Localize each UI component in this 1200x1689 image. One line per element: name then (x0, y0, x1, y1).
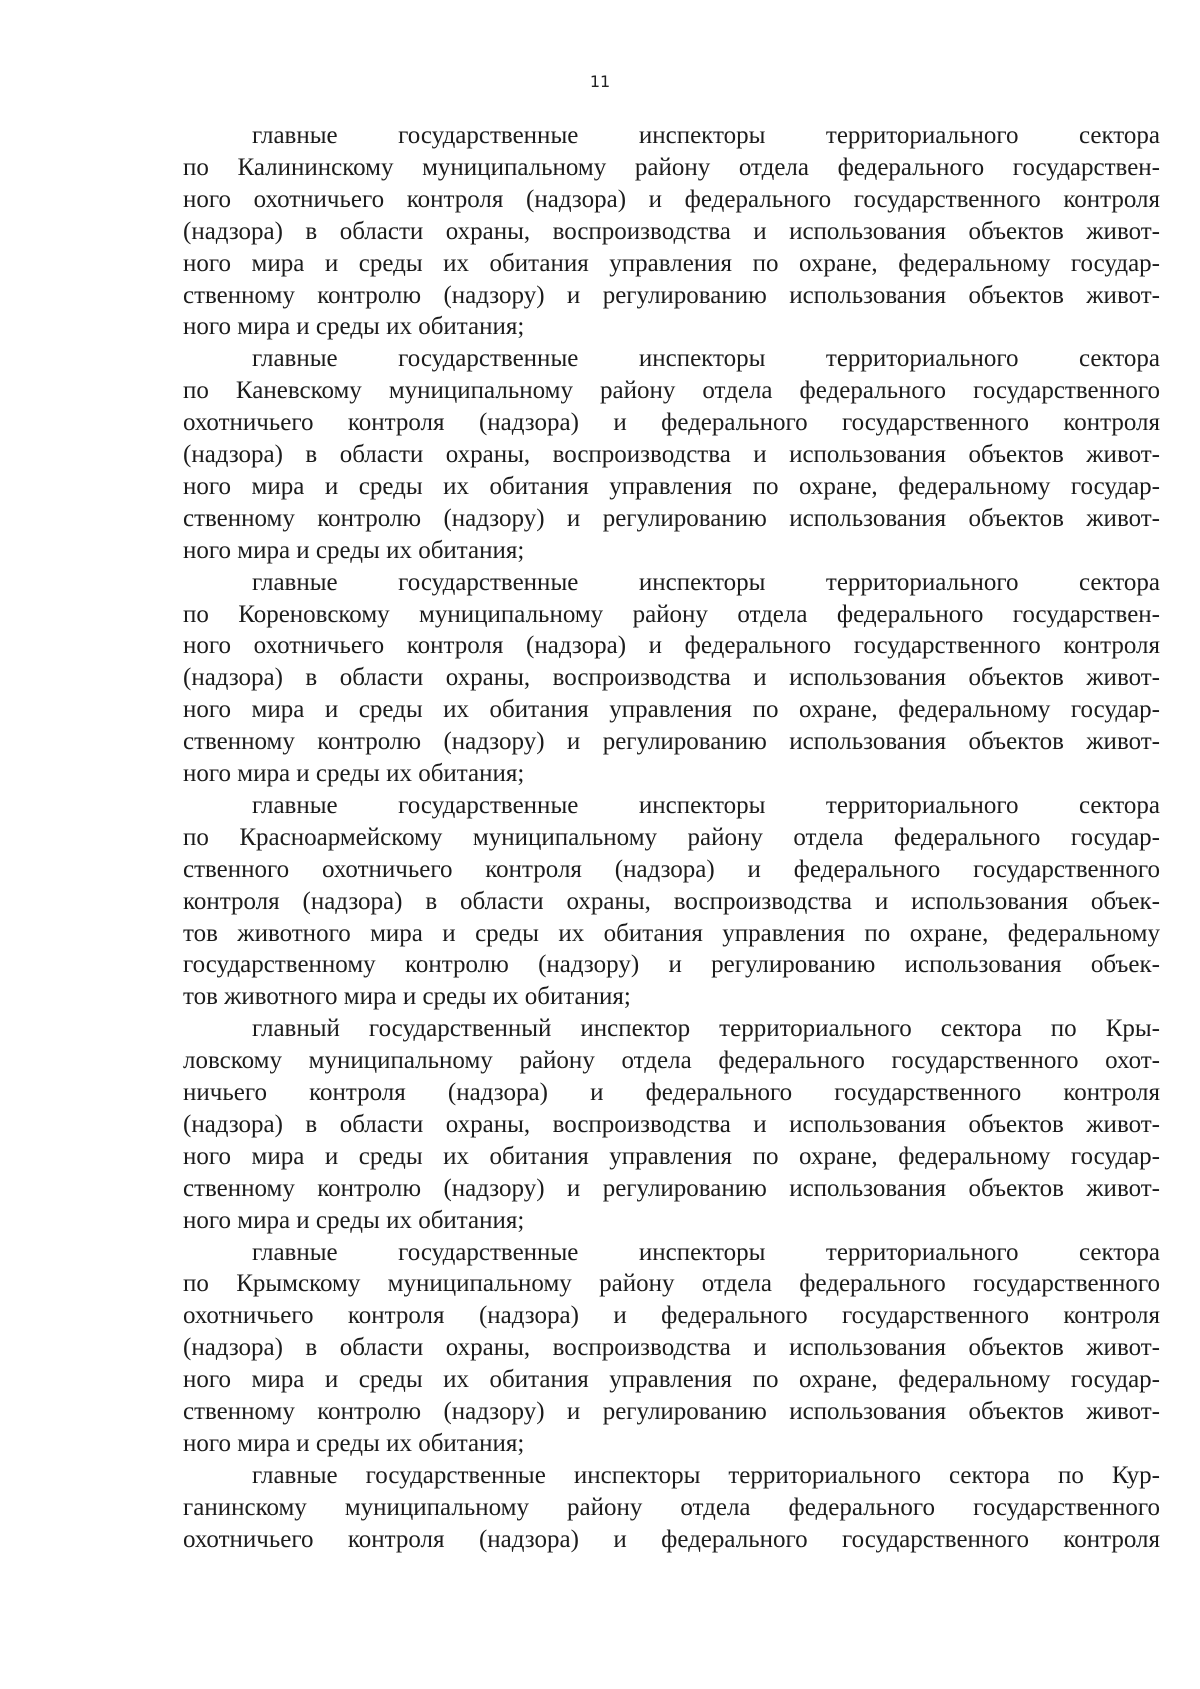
text-line: ного мира и среды их обитания управления по охране, федеральному государ- (183, 696, 1160, 724)
text-line: ного мира и среды их обитания; (183, 760, 525, 787)
text-line: ного мира и среды их обитания; (183, 313, 525, 341)
text-line: ного мира и среды их обитания; (183, 1429, 525, 1457)
text-line: ного мира и среды их обитания управления по охране, федеральному государ- (183, 249, 1160, 277)
text-line: (надзора) в области охраны, воспроизводства и использования объектов живот- (183, 441, 1160, 468)
text-line: ного мира и среды их обитания; (183, 536, 525, 564)
page-number: 11 (589, 72, 611, 91)
text-line: охотничьего контроля (надзора) и федерального государственного контроля (183, 409, 1160, 437)
text-line: (надзора) в области охраны, воспроизводства и использования объектов живот- (183, 217, 1160, 245)
text-line: главные государственные инспекторы территориального сектора (252, 345, 1160, 373)
text-line: главный государственный инспектор территориального сектора по Кры- (252, 1015, 1160, 1043)
text-line: (надзора) в области охраны, воспроизводства и использования объектов живот- (183, 1110, 1160, 1138)
text-line: тов животного мира и среды их обитания управления по охране, федеральному (183, 919, 1160, 947)
text-line: по Калининскому муниципальному району отдела федерального государствен- (183, 153, 1160, 181)
text-line: главные государственные инспекторы территориального сектора по Кур- (252, 1461, 1160, 1489)
text-line: по Красноармейскому муниципальному району отдела федерального государ- (183, 823, 1160, 851)
text-line: ганинскому муниципальному району отдела федерального государственного (183, 1493, 1160, 1521)
text-line: ного мира и среды их обитания управления по охране, федеральному государ- (183, 472, 1160, 500)
text-line: по Каневскому муниципальному району отдела федерального государственного (183, 377, 1160, 405)
text-line: ного охотничьего контроля (надзора) и федерального государственного контроля (183, 632, 1160, 660)
text-line: (надзора) в области охраны, воспроизводства и использования объектов живот- (183, 664, 1160, 692)
text-line: ного мира и среды их обитания управления по охране, федеральному государ- (183, 1366, 1160, 1394)
text-line: по Крымскому муниципальному району отдела федерального государственного (183, 1270, 1160, 1298)
text-line: ственному контролю (надзору) и регулированию использования объектов живот- (183, 281, 1160, 309)
text-line: ственному контролю (надзору) и регулированию использования объектов живот- (183, 728, 1160, 756)
text-line: ничьего контроля (надзора) и федерального государственного контроля (183, 1079, 1160, 1106)
text-line: ного мира и среды их обитания управления по охране, федеральному государ- (183, 1142, 1160, 1170)
text-line: ственному контролю (надзору) и регулированию использования объектов живот- (183, 1398, 1160, 1425)
text-line: (надзора) в области охраны, воспроизводства и использования объектов живот- (183, 1334, 1160, 1362)
text-line: тов животного мира и среды их обитания; (183, 983, 631, 1011)
text-line: охотничьего контроля (надзора) и федерального государственного контроля (183, 1302, 1160, 1330)
text-line: главные государственные инспекторы территориального сектора (252, 568, 1160, 596)
text-line: ственного охотничьего контроля (надзора) и федерального государственного (183, 855, 1160, 883)
text-line: контроля (надзора) в области охраны, воспроизводства и использования объек- (183, 887, 1160, 915)
text-line: ственному контролю (надзору) и регулированию использования объектов живот- (183, 1174, 1160, 1202)
text-line: охотничьего контроля (надзора) и федерального государственного контроля (183, 1525, 1160, 1553)
text-line: ственному контролю (надзору) и регулированию использования объектов живот- (183, 504, 1160, 532)
text-line: главные государственные инспекторы территориального сектора (252, 1238, 1160, 1266)
text-line: государственному контролю (надзору) и регулированию использования объек- (183, 951, 1160, 979)
text-line: ловскому муниципальному району отдела федерального государственного охот- (183, 1047, 1160, 1075)
text-line: ного мира и среды их обитания; (183, 1206, 525, 1234)
text-line: главные государственные инспекторы территориального сектора (252, 791, 1160, 819)
text-line: главные государственные инспекторы территориального сектора (252, 122, 1160, 149)
text-line: по Кореновскому муниципальному району отдела федерального государствен- (183, 600, 1160, 628)
text-line: ного охотничьего контроля (надзора) и федерального государственного контроля (183, 185, 1160, 213)
